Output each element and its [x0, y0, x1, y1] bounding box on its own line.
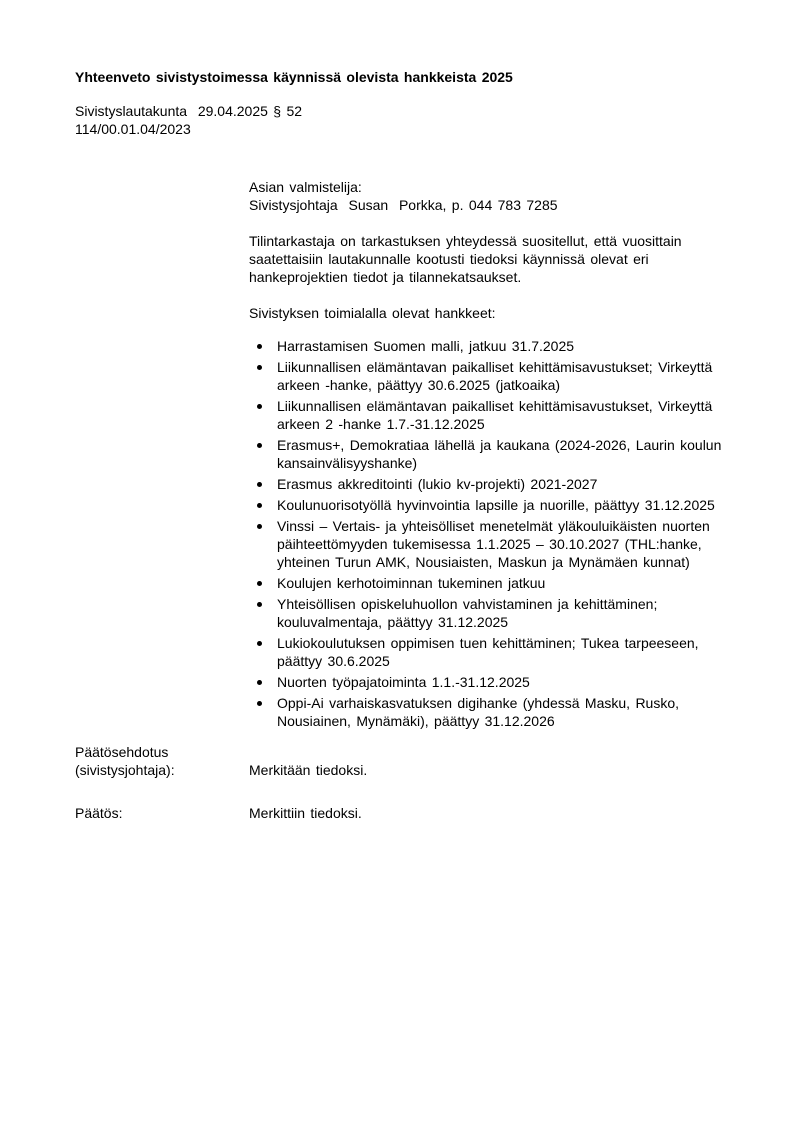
decision-value: Merkittiin tiedoksi.: [249, 805, 362, 821]
project-list-item: Vinssi – Vertais- ja yhteisölliset menetelmät yläkouluikäisten nuorten päihteettömyyden tukemisessa 1.1.2025 – 30.10.2027 (THL:hanke, yhteinen Turun AMK, Nousiaisten, Maskun ja Mynämäen kunnat): [249, 517, 736, 571]
project-list-item: Liikunnallisen elämäntavan paikalliset kehittämisavustukset; Virkeyttä arkeen -hanke, päättyy 30.6.2025 (jatkoaika): [249, 358, 736, 394]
preparer-label: Asian valmistelija:: [249, 179, 362, 195]
project-list-item: Koulunuorisotyöllä hyvinvointia lapsille ja nuorille, päättyy 31.12.2025: [249, 496, 736, 514]
document-meta: [75, 102, 736, 138]
decision-proposal-row: [75, 743, 736, 779]
project-list-item: Erasmus akkreditointi (lukio kv-projekti) 2021-2027: [249, 475, 736, 493]
document-title: Yhteenveto sivistystoimessa käynnissä olevista hankkeista 2025: [75, 69, 513, 85]
preparer-value: Sivistysjohtaja Susan Porkka, p. 044 783 7285: [249, 197, 558, 213]
decision-proposal-label: [75, 743, 249, 779]
project-list-item: Liikunnallisen elämäntavan paikalliset kehittämisavustukset, Virkeyttä arkeen 2 -hanke 1.7.-31.12.2025: [249, 397, 736, 433]
project-list-item: Yhteisöllisen opiskeluhuollon vahvistaminen ja kehittäminen; kouluvalmentaja, päättyy 31.12.2025: [249, 595, 736, 631]
projects-heading: Sivistyksen toimialalla olevat hankkeet:: [249, 305, 496, 321]
decision-row: [75, 804, 736, 822]
project-list-item: Koulujen kerhotoiminnan tukeminen jatkuu: [249, 574, 736, 592]
committee-date-line: Sivistyslautakunta 29.04.2025 § 52: [75, 103, 303, 119]
project-list-item: Lukiokoulutuksen oppimisen tuen kehittäminen; Tukea tarpeeseen, päättyy 30.6.2025: [249, 634, 736, 670]
decision-proposal-label-line1: Päätösehdotus: [75, 744, 169, 760]
case-number: 114/00.01.04/2023: [75, 121, 191, 137]
project-list-item: Harrastamisen Suomen malli, jatkuu 31.7.2025: [249, 337, 736, 355]
decision-label: Päätös:: [75, 805, 123, 821]
project-list-item: Oppi-Ai varhaiskasvatuksen digihanke (yhdessä Masku, Rusko, Nousiainen, Mynämäki), päättyy 31.12.2026: [249, 694, 736, 730]
content-column: [249, 178, 736, 730]
project-list-item: Nuorten työpajatoiminta 1.1.-31.12.2025: [249, 673, 736, 691]
project-list-item: Erasmus+, Demokratiaa lähellä ja kaukana (2024-2026, Laurin koulun kansainvälisyyshanke): [249, 436, 736, 472]
intro-paragraph: Tilintarkastaja on tarkastuksen yhteydessä suositellut, että vuosittain saatettaisiin lautakunnalle kootusti tiedoksi käynnissä olevat eri hankeprojektien tiedot ja tilannekatsaukset.: [249, 233, 682, 285]
decision-proposal-label-line2: (sivistysjohtaja):: [75, 762, 175, 778]
projects-list: [249, 337, 736, 730]
decision-proposal-value: Merkitään tiedoksi.: [249, 762, 368, 778]
